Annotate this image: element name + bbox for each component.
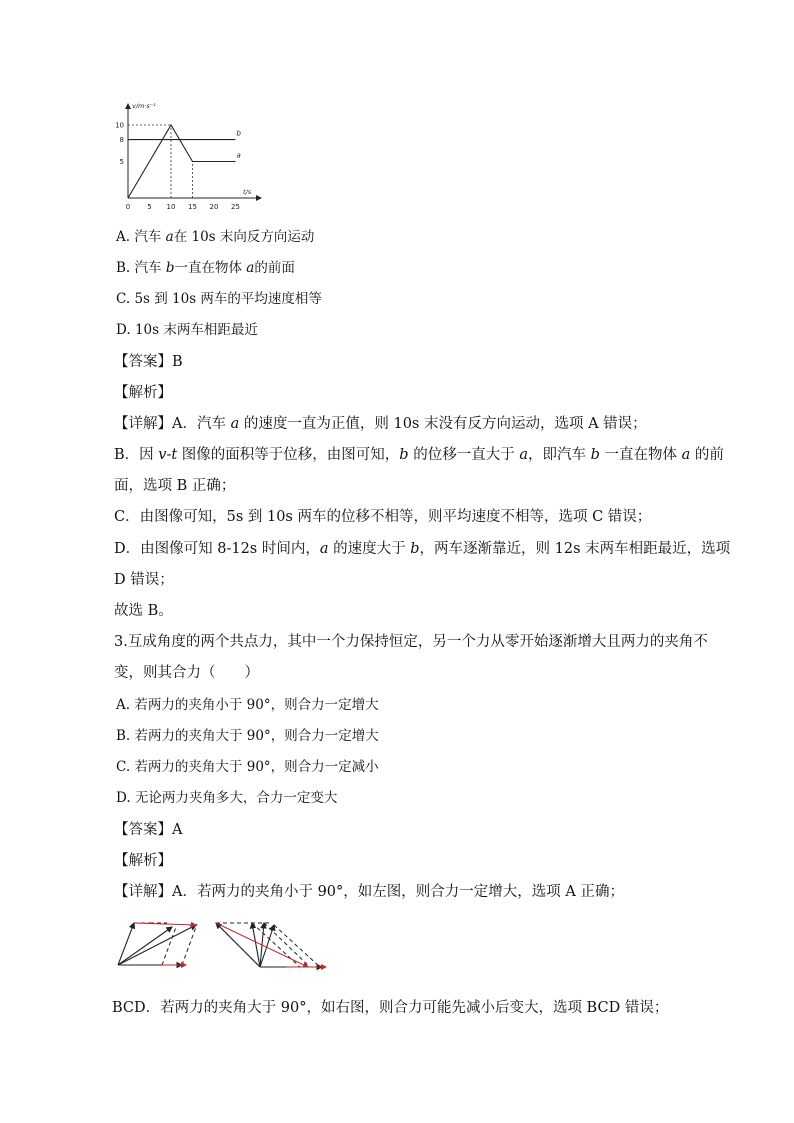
series-a-line (128, 125, 236, 198)
q2-detail-b-line2: 面，选项 B 正确； (114, 478, 236, 494)
x-tick-20: 20 (209, 203, 219, 211)
q3-option-d: D. 无论两力夹角多大，合力一定变大 (116, 790, 338, 806)
q3-detail-bcd: BCD．若两力的夹角大于 90°，如右图，则合力可能先减小后变大，选项 BCD 错误； (112, 1000, 669, 1016)
q3-stem-line1: 3.互成角度的两个共点力，其中一个力保持恒定，另一个力从零开始逐渐增大且两力的夹角不 (114, 634, 708, 650)
x-axis-label: t/s (243, 188, 252, 196)
q2-option-b: B. 汽车 b一直在物体 a的前面 (116, 260, 295, 276)
q2-option-a: A. 汽车 a在 10s 末向反方向运动 (116, 229, 315, 245)
q2-conclusion: 故选 B。 (114, 603, 173, 619)
x-tick-25: 25 (231, 203, 240, 211)
force-diagram-acute (112, 915, 207, 973)
vt-chart (110, 96, 275, 220)
y-tick-8: 8 (119, 136, 124, 145)
q2-detail-a: 【详解】A．汽车 a 的速度一直为正值，则 10s 末没有反方向运动，选项 A 错误； (114, 416, 647, 432)
x-tick-5: 5 (147, 203, 152, 211)
x-tick-10: 10 (166, 203, 176, 211)
q2-detail-d-line1: D．由图像可知 8-12s 时间内，a 的速度大于 b，两车逐渐靠近，则 12s 末两车相距最近，选项 (114, 541, 731, 557)
q2-answer: 【答案】B (114, 354, 183, 370)
q3-option-a: A. 若两力的夹角小于 90°，则合力一定增大 (116, 697, 379, 713)
y-tick-5: 5 (119, 158, 124, 166)
q3-analysis-tag: 【解析】 (114, 853, 172, 869)
x-tick-15: 15 (188, 203, 197, 211)
y-tick-10: 10 (115, 121, 124, 130)
q3-stem-line2: 变，则其合力（ ） (114, 665, 259, 681)
q3-answer: 【答案】A (114, 822, 183, 838)
series-b-label: b (236, 129, 241, 138)
q3-option-c: C. 若两力的夹角大于 90°，则合力一定减小 (116, 759, 379, 775)
q2-analysis-tag: 【解析】 (114, 385, 172, 401)
y-axis-label: v/m·s⁻¹ (132, 102, 156, 110)
q2-detail-c: C．由图像可知，5s 到 10s 两车的位移不相等，则平均速度不相等，选项 C 错误； (114, 509, 652, 525)
q2-option-c: C. 5s 到 10s 两车的平均速度相等 (116, 291, 322, 307)
q2-option-d: D. 10s 末两车相距最近 (116, 322, 258, 338)
q2-detail-b-line1: B．因 v-t 图像的面积等于位移，由图可知，b 的位移一直大于 a，即汽车 b 一直在物体 a 的前 (114, 447, 724, 463)
q3-detail-a: 【详解】A．若两力的夹角小于 90°，如左图，则合力一定增大，选项 A 正确； (114, 884, 624, 900)
q2-detail-d-line2: D 错误； (114, 572, 174, 588)
q3-option-b: B. 若两力的夹角大于 90°，则合力一定增大 (116, 728, 379, 744)
force-diagram-obtuse (212, 915, 332, 973)
series-a-label: a (236, 151, 241, 160)
x-tick-0: 0 (125, 203, 131, 211)
